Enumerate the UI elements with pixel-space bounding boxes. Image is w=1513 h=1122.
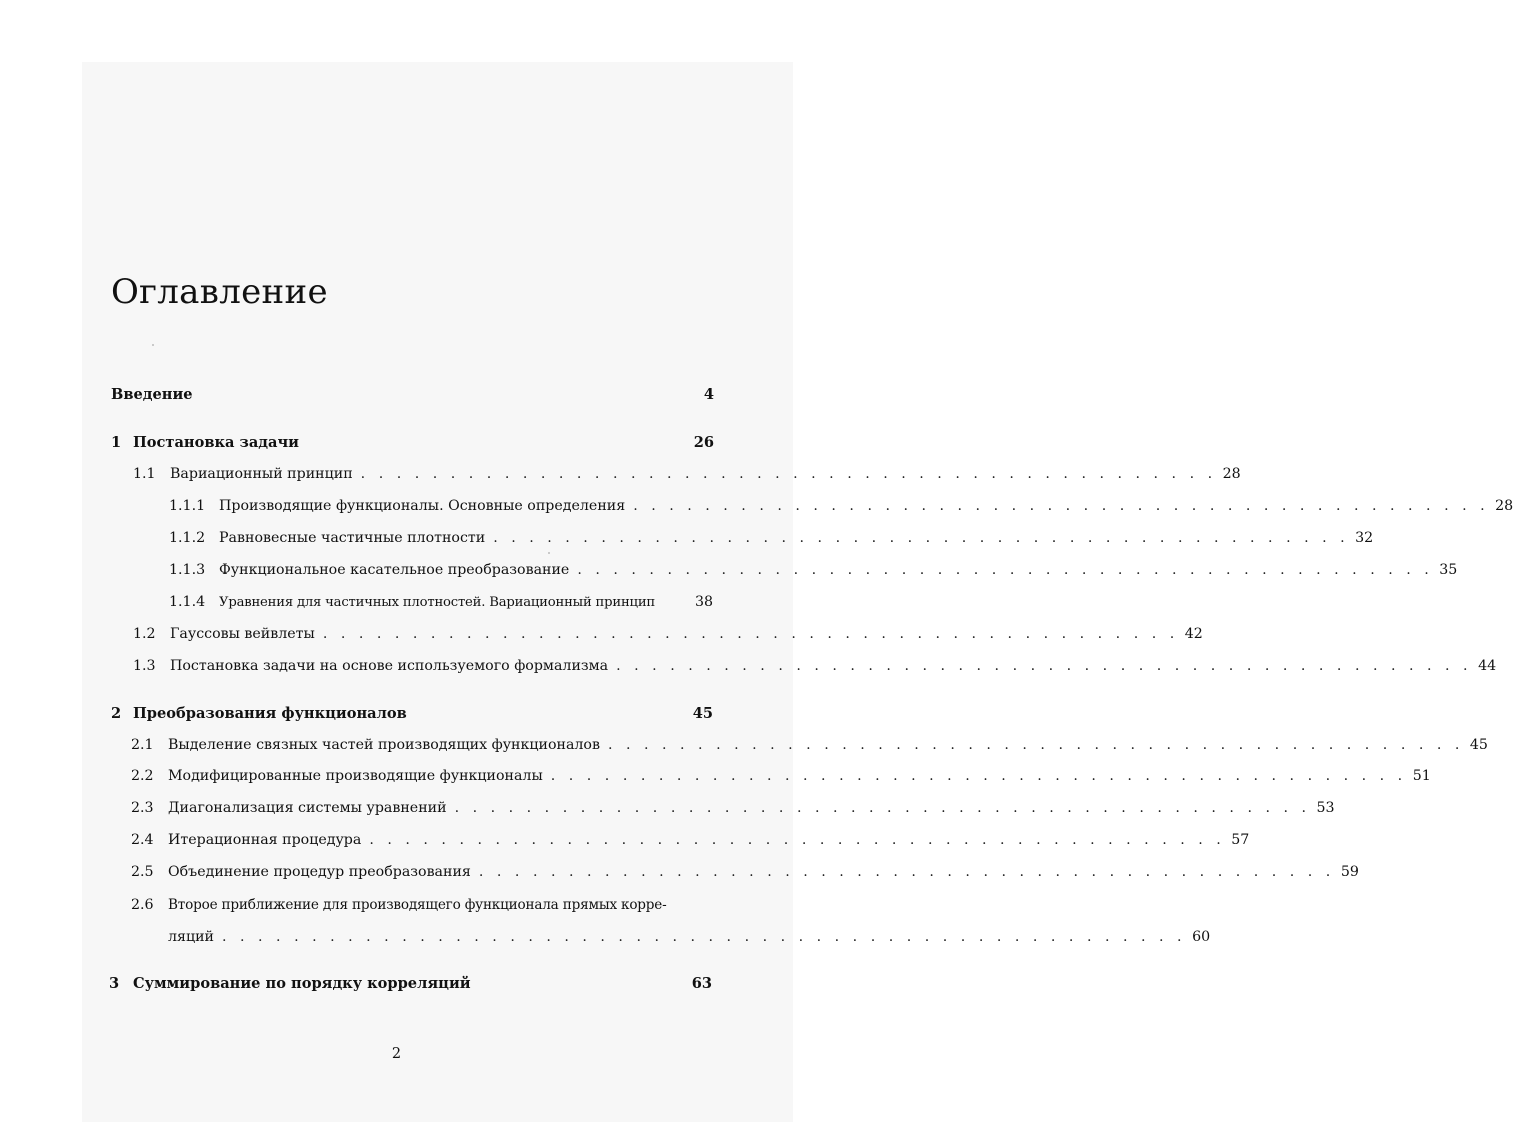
- toc-chapter-1[interactable]: [111, 434, 714, 454]
- toc-subsection-number: 1.1.3: [169, 562, 206, 578]
- toc-subsection-title: Функциональное касательное преобразование: [219, 562, 570, 578]
- toc-page-number: 57: [1231, 832, 1250, 848]
- toc-chapter-title: Постановка задачи: [133, 434, 299, 451]
- toc-page-number: 26: [693, 434, 714, 451]
- toc-chapter-title: Преобразования функционалов: [133, 705, 407, 722]
- toc-subsection-number: 1.1.1: [169, 498, 206, 514]
- toc-page-number: 28: [1222, 466, 1241, 482]
- toc-page-number: 35: [1439, 562, 1458, 578]
- toc-leader: . . . . . . . . . . . . . . . . . . . . . . . . . . . . . . . . . . . . . . . . . . . . . . . .: [550, 768, 1407, 784]
- toc-leader: . . . . . . . . . . . . . . . . . . . . . . . . . . . . . . . . . . . . . . . . . . . . . . . .: [369, 832, 1226, 848]
- toc-subsection-title: Равновесные частичные плотности: [219, 530, 486, 546]
- toc-section-title: Итерационная процедура: [168, 832, 362, 848]
- toc-chapter-number: 1: [111, 434, 122, 451]
- toc-section-number: 2.6: [131, 897, 154, 913]
- toc-intro-label: Введение: [111, 386, 193, 403]
- toc-section-1-2[interactable]: [133, 626, 1203, 646]
- toc-section-2-1[interactable]: [131, 737, 1488, 757]
- toc-section-1-3[interactable]: [133, 658, 1497, 678]
- toc-section-number: 2.1: [131, 737, 154, 753]
- toc-section-title: Модифицированные производящие функционалы: [168, 768, 543, 784]
- toc-chapter-number: 3: [109, 975, 120, 992]
- toc-leader: . . . . . . . . . . . . . . . . . . . . . . . . . . . . . . . . . . . . . . . . . . . . . . . .: [454, 800, 1311, 816]
- toc-section-title-line1: Второе приближение для производящего функционала прямых корре-: [168, 897, 667, 913]
- toc-chapter-number: 2: [111, 705, 122, 722]
- toc-leader: . . . . . . . . . . . . . . . . . . . . . . . . . . . . . . . . . . . . . . . . . . . . . . . .: [360, 466, 1217, 482]
- toc-chapter-2[interactable]: [111, 705, 713, 725]
- toc-leader: . . . . . . . . . . . . . . . . . . . . . . . . . . . . . . . . . . . . . . . . . . . . . . . .: [478, 864, 1335, 880]
- toc-page-number: 63: [691, 975, 712, 992]
- toc-section-2-6[interactable]: [131, 897, 713, 917]
- toc-section-2-3[interactable]: [131, 800, 1335, 820]
- toc-section-2-4[interactable]: [131, 832, 1250, 852]
- toc-leader: . . . . . . . . . . . . . . . . . . . . . . . . . . . . . . . . . . . . . . . . . . . . . . . .: [577, 562, 1434, 578]
- toc-leader: . . . . . . . . . . . . . . . . . . . . . . . . . . . . . . . . . . . . . . . . . . . . . . . .: [616, 658, 1473, 674]
- toc-subsection-title: Производящие функционалы. Основные определения: [219, 498, 626, 514]
- toc-leader: . . . . . . . . . . . . . . . . . . . . . . . . . . . . . . . . . . . . . . . . . . . . . . . .: [633, 498, 1490, 514]
- page-title: Оглавление: [111, 272, 328, 312]
- toc-page-number: 44: [1478, 658, 1497, 674]
- toc-page-number: 32: [1355, 530, 1374, 546]
- toc-intro[interactable]: [111, 386, 714, 406]
- toc-section-title: Объединение процедур преобразования: [168, 864, 471, 880]
- toc-section-2-6-continuation[interactable]: [168, 929, 1211, 949]
- toc-page-number: 38: [694, 594, 713, 610]
- toc-subsection-number: 1.1.4: [169, 594, 206, 610]
- toc-subsection-1-1-4[interactable]: [169, 594, 713, 614]
- toc-subsection-1-1-3[interactable]: [169, 562, 1458, 582]
- toc-section-2-5[interactable]: [131, 864, 1359, 884]
- toc-section-number: 2.3: [131, 800, 154, 816]
- toc-subsection-number: 1.1.2: [169, 530, 206, 546]
- toc-page-number: 51: [1412, 768, 1431, 784]
- toc-section-title: Вариационный принцип: [170, 466, 353, 482]
- toc-subsection-1-1-2[interactable]: [169, 530, 1374, 550]
- toc-section-number: 2.5: [131, 864, 154, 880]
- toc-page-number: 4: [703, 386, 714, 403]
- toc-section-title-line2: ляций: [168, 929, 214, 945]
- toc-page-number: 59: [1340, 864, 1359, 880]
- toc-page-number: 42: [1184, 626, 1203, 642]
- toc-section-number: 2.4: [131, 832, 154, 848]
- toc-section-number: 1.2: [133, 626, 156, 642]
- toc-section-number: 1.3: [133, 658, 156, 674]
- toc-page-number: 53: [1316, 800, 1335, 816]
- toc-section-2-2[interactable]: [131, 768, 1431, 788]
- toc-page-number: 28: [1495, 498, 1513, 514]
- page-number: 2: [391, 1046, 402, 1062]
- toc-chapter-3[interactable]: [109, 975, 712, 995]
- toc-section-title: Диагонализация системы уравнений: [168, 800, 447, 816]
- toc-leader: . . . . . . . . . . . . . . . . . . . . . . . . . . . . . . . . . . . . . . . . . . . . . . . .: [607, 737, 1464, 753]
- toc-subsection-1-1-1[interactable]: [169, 498, 1513, 518]
- toc-section-number: 1.1: [133, 466, 156, 482]
- toc-leader: . . . . . . . . . . . . . . . . . . . . . . . . . . . . . . . . . . . . . . . . . . . . . . . . . . . . . .: [222, 929, 1187, 945]
- toc-leader: . . . . . . . . . . . . . . . . . . . . . . . . . . . . . . . . . . . . . . . . . . . . . . . .: [322, 626, 1179, 642]
- toc-section-title: Гауссовы вейвлеты: [170, 626, 315, 642]
- scan-speck: [548, 552, 550, 554]
- toc-page-number: 45: [692, 705, 713, 722]
- toc-page-number: 45: [1469, 737, 1488, 753]
- toc-chapter-title: Суммирование по порядку корреляций: [133, 975, 471, 992]
- toc-leader: . . . . . . . . . . . . . . . . . . . . . . . . . . . . . . . . . . . . . . . . . . . . . . . .: [493, 530, 1350, 546]
- toc-section-number: 2.2: [131, 768, 154, 784]
- toc-section-title: Постановка задачи на основе используемого формализма: [170, 658, 609, 674]
- scan-speck: [152, 344, 154, 346]
- toc-subsection-title: Уравнения для частичных плотностей. Вариационный принцип: [219, 595, 656, 610]
- toc-page-number: 60: [1192, 929, 1211, 945]
- toc-section-1-1[interactable]: [133, 466, 1241, 486]
- toc-section-title: Выделение связных частей производящих функционалов: [168, 737, 600, 753]
